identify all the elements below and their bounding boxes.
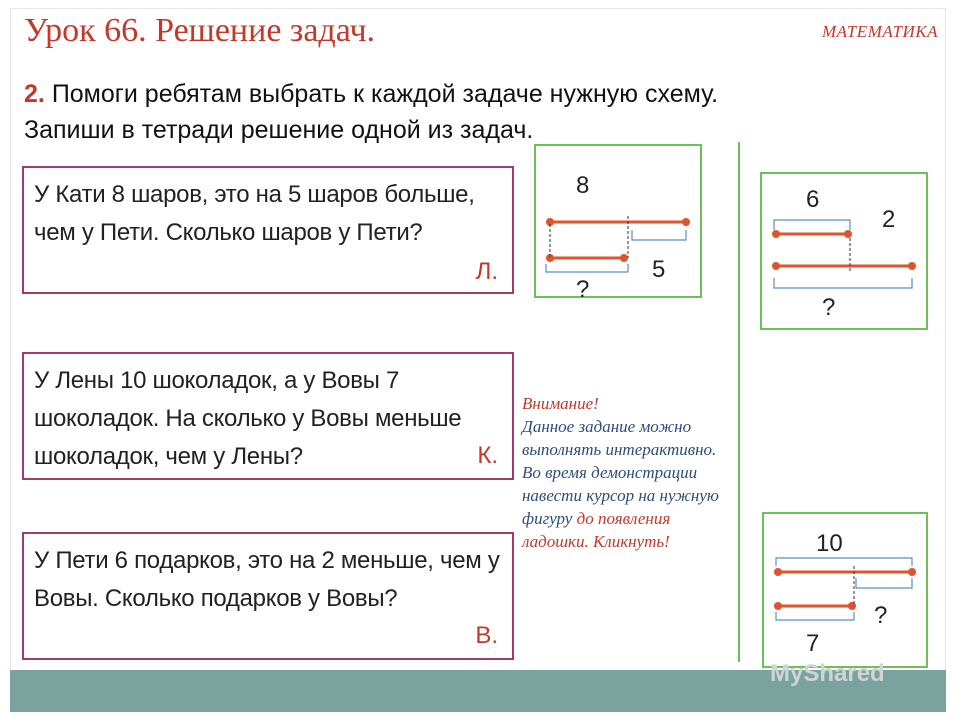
problem-letter: В. <box>475 622 498 649</box>
scheme-label-right: ? <box>874 602 888 629</box>
scheme-1-drawing <box>536 146 704 300</box>
problem-text: У Пети 6 подарков, это на 2 меньше, чем у Вовы. Сколько подарков у Вовы? <box>34 547 500 612</box>
segment-end <box>772 230 780 238</box>
brace-difference <box>632 230 686 240</box>
scheme-label-top: 8 <box>576 172 590 199</box>
instruction-note <box>522 392 732 553</box>
scheme-2-drawing <box>762 174 930 332</box>
scheme-label-right: 5 <box>652 256 666 283</box>
segment-end <box>774 568 782 576</box>
scheme-3[interactable] <box>762 512 928 668</box>
watermark: MyShared <box>770 660 885 687</box>
brace-bottom <box>776 612 854 620</box>
problem-letter: К. <box>477 442 498 469</box>
lesson-title: Урок 66. Решение задач. <box>24 12 376 49</box>
segment-end <box>620 254 628 262</box>
task-text <box>24 76 924 148</box>
task-line-2: Запиши в тетради решение одной из задач. <box>24 116 534 144</box>
segment-end <box>908 262 916 270</box>
scheme-label-top: 6 <box>806 186 820 213</box>
brace-bottom <box>774 278 912 288</box>
note-body: Данное задание можно выполнять интерактивно. Во время демонстрации навести курсор на нужную фигуру <box>522 417 719 528</box>
segment-end <box>774 602 782 610</box>
segment-end <box>908 568 916 576</box>
subject-label: МАТЕМАТИКА <box>821 22 938 41</box>
segment-end <box>848 602 856 610</box>
scheme-label-bottom: ? <box>822 294 836 321</box>
task-number: 2. <box>24 80 45 108</box>
brace-bottom <box>546 264 628 272</box>
segment-end <box>682 218 690 226</box>
segment-end <box>772 262 780 270</box>
scheme-label-bottom: 7 <box>806 630 820 657</box>
scheme-label-right: 2 <box>882 206 896 233</box>
scheme-1[interactable] <box>534 144 702 303</box>
note-red: до появления ладошки. Кликнуть! <box>522 509 671 551</box>
scheme-2[interactable] <box>760 172 928 330</box>
note-warning: Внимание! <box>522 394 599 413</box>
segment-end <box>844 230 852 238</box>
task-line-1: Помоги ребятам выбрать к каждой задаче нужную схему. <box>51 80 719 108</box>
problem-card-2[interactable] <box>22 352 514 480</box>
divider-line <box>738 142 740 662</box>
problem-card-3[interactable] <box>22 532 514 660</box>
problem-text: У Кати 8 шаров, это на 5 шаров больше, чем у Пети. Сколько шаров у Пети? <box>34 181 475 246</box>
brace-top <box>776 558 912 566</box>
scheme-3-drawing <box>764 514 930 670</box>
brace-top <box>774 220 850 230</box>
problem-text: У Лены 10 шоколадок, а у Вовы 7 шоколадок. На сколько у Вовы меньше шоколадок, чем у Лены? <box>34 367 462 470</box>
scheme-label-bottom: ? <box>576 276 590 303</box>
brace-difference <box>856 578 912 588</box>
problem-letter: Л. <box>475 258 498 285</box>
problem-card-1[interactable] <box>22 166 514 294</box>
scheme-label-top: 10 <box>816 530 843 557</box>
